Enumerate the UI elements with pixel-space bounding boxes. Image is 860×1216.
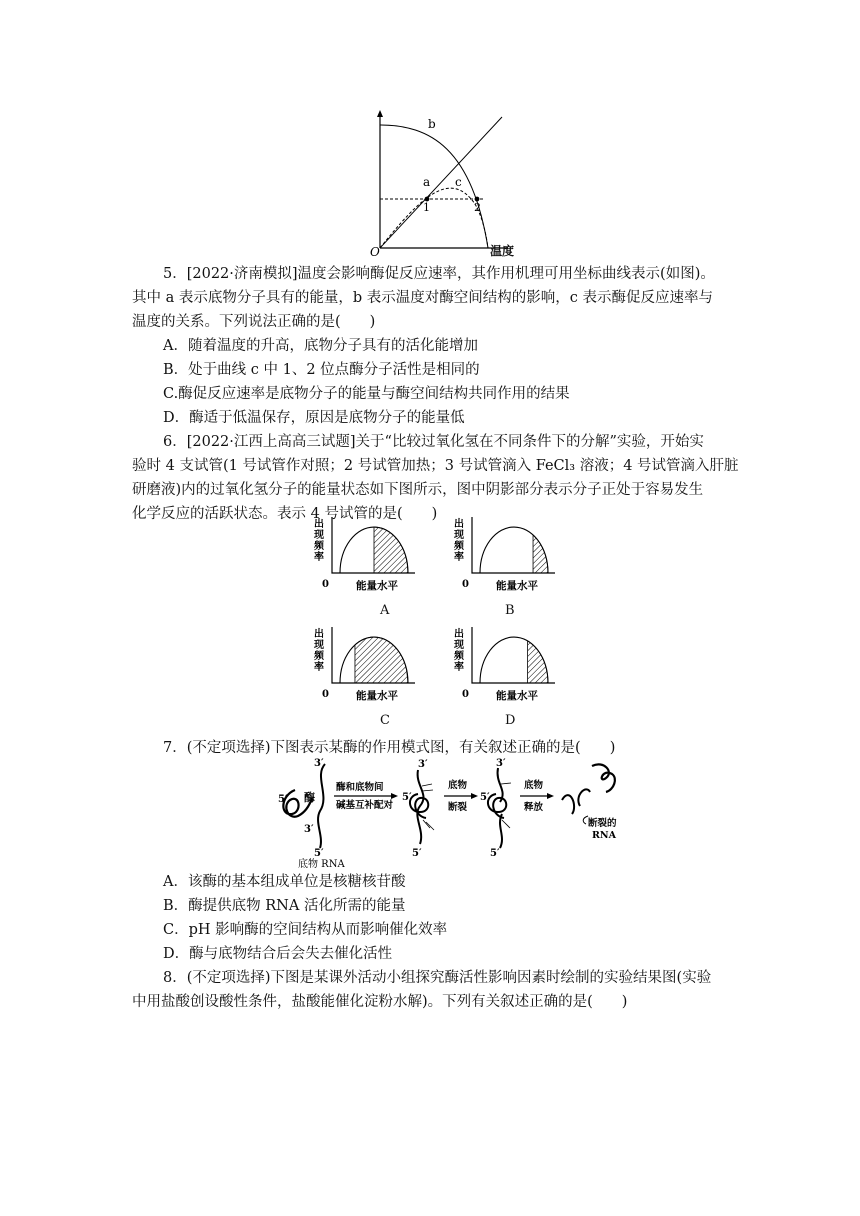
q6-line-1: 6．[2022·江西上高高三试题]关于“比较过氧化氢在不同条件下的分解”实验，开始实 bbox=[163, 434, 704, 450]
substrate-label: 底物 RNA bbox=[298, 859, 345, 868]
label-point-2: 2 bbox=[474, 201, 481, 214]
q7-option-c: C．pH 影响酶的空间结构从而影响催化效率 bbox=[163, 922, 448, 938]
energy-graph-d bbox=[453, 627, 555, 702]
active-molecule-shading bbox=[533, 535, 548, 573]
graph-ylabel-char: 频 bbox=[454, 541, 464, 552]
q5-line-2: 其中 a 表示底物分子具有的能量，b 表示温度对酶空间结构的影响，c 表示酶促反应速率与 bbox=[132, 290, 713, 306]
complex2-3prime: 3′ bbox=[496, 758, 506, 769]
complex2-5prime-a: 5′ bbox=[480, 792, 490, 803]
q7-option-a: A．该酶的基本组成单位是核糖核苷酸 bbox=[163, 874, 406, 890]
origin-label: O bbox=[370, 245, 380, 258]
graph-xlabel: 能量水平 bbox=[356, 690, 398, 702]
step2-line2: 断裂 bbox=[448, 802, 468, 813]
graph-origin: 0 bbox=[462, 579, 469, 590]
line-a bbox=[380, 117, 502, 248]
step1-line1: 酶和底物间 bbox=[336, 782, 384, 793]
graph-ylabel-char: 率 bbox=[454, 552, 464, 563]
graph-ylabel-char: 出 bbox=[314, 629, 324, 640]
q5-line-1: 5．[2022·济南模拟]温度会影响酶促反应速率，其作用机理可用坐标曲线表示(如图)。 bbox=[163, 266, 715, 282]
graph-ylabel-char: 现 bbox=[454, 640, 464, 651]
active-molecule-shading bbox=[355, 637, 408, 683]
energy-distribution-graphs bbox=[300, 515, 580, 730]
complex2-5prime-b: 5′ bbox=[490, 848, 500, 859]
product-line2: RNA bbox=[592, 830, 616, 841]
q5-option-d: D．酶适于低温保存，原因是底物分子的能量低 bbox=[163, 410, 465, 426]
graph-origin: 0 bbox=[462, 689, 469, 700]
energy-graph-a bbox=[313, 517, 415, 592]
graph-xlabel: 能量水平 bbox=[356, 580, 398, 592]
complex1-5prime-b: 5′ bbox=[412, 848, 422, 859]
step1-line2: 碱基互补配对 bbox=[336, 800, 394, 811]
graph-ylabel-char: 率 bbox=[454, 662, 464, 673]
label-b: b bbox=[428, 117, 436, 131]
step3-line2: 释放 bbox=[524, 802, 544, 813]
curve-b bbox=[380, 125, 488, 248]
q7-option-b: B．酶提供底物 RNA 活化所需的能量 bbox=[163, 898, 406, 914]
label-a: a bbox=[423, 175, 431, 189]
graph-ylabel-char: 频 bbox=[314, 541, 324, 552]
graph-caption-b: B bbox=[505, 603, 515, 618]
label-c: c bbox=[455, 175, 462, 189]
graph-ylabel-char: 出 bbox=[454, 629, 464, 640]
graph-caption-a: A bbox=[380, 603, 390, 618]
enzyme-5prime: 5′ bbox=[278, 794, 288, 805]
q8-line-2: 中用盐酸创设酸性条件，盐酸能催化淀粉水解)。下列有关叙述正确的是( ) bbox=[132, 994, 628, 1010]
graph-xlabel: 能量水平 bbox=[496, 690, 538, 702]
step3-line1: 底物 bbox=[524, 780, 544, 791]
enzyme-3prime: 3′ bbox=[304, 824, 314, 835]
graph-ylabel-char: 现 bbox=[454, 530, 464, 541]
graph-ylabel-char: 现 bbox=[314, 530, 324, 541]
substrate-3prime: 3′ bbox=[314, 758, 324, 769]
active-molecule-shading bbox=[528, 641, 548, 683]
graph-ylabel-char: 频 bbox=[314, 651, 324, 662]
curve-c bbox=[380, 188, 488, 248]
graph-origin: 0 bbox=[322, 689, 329, 700]
step2-line1: 底物 bbox=[448, 780, 468, 791]
graph-ylabel-char: 出 bbox=[314, 519, 324, 530]
complex1-3prime: 3′ bbox=[418, 759, 428, 770]
q6-line-2: 验时 4 支试管(1 号试管作对照；2 号试管加热；3 号试管滴入 FeCl₃ 溶液；4 号试管滴入肝脏 bbox=[132, 458, 739, 474]
complex1-5prime-a: 5′ bbox=[402, 792, 412, 803]
q6-line-3: 研磨液)内的过氧化氢分子的能量状态如下图所示，图中阴影部分表示分子正处于容易发生 bbox=[132, 482, 704, 498]
q5-option-b: B．处于曲线 c 中 1、2 位点酶分子活性是相同的 bbox=[163, 362, 480, 378]
enzyme-mode-diagram bbox=[270, 756, 630, 868]
q5-line-3: 温度的关系。下列说法正确的是( ) bbox=[132, 314, 376, 330]
graph-ylabel-char: 频 bbox=[454, 651, 464, 662]
energy-graph-b bbox=[453, 517, 555, 592]
graph-caption-d: D bbox=[505, 713, 516, 728]
product-line1: 断裂的 bbox=[588, 818, 617, 829]
q8-line-1: 8．(不定项选择)下图是某课外活动小组探究酶活性影响因素时绘制的实验结果图(实验 bbox=[163, 970, 712, 986]
graph-ylabel-char: 现 bbox=[314, 640, 324, 651]
graph-origin: 0 bbox=[322, 579, 329, 590]
q7-option-d: D．酶与底物结合后会失去催化活性 bbox=[163, 946, 393, 962]
q6-line-4: 化学反应的活跃状态。表示 4 号试管的是( ) bbox=[132, 506, 438, 522]
label-point-1: 1 bbox=[423, 201, 430, 214]
q5-option-c: C.酶促反应速率是底物分子的能量与酶空间结构共同作用的结果 bbox=[163, 386, 570, 402]
graph-ylabel-char: 率 bbox=[314, 552, 324, 563]
graph-caption-c: C bbox=[380, 713, 390, 728]
active-molecule-shading bbox=[374, 527, 408, 573]
q5-option-a: A．随着温度的升高，底物分子具有的活化能增加 bbox=[163, 338, 478, 354]
graph-ylabel-char: 率 bbox=[314, 662, 324, 673]
graph-ylabel-char: 出 bbox=[454, 519, 464, 530]
q7-line: 7．(不定项选择)下图表示某酶的作用模式图，有关叙述正确的是( ) bbox=[163, 740, 616, 756]
substrate-5prime: 5′ bbox=[314, 848, 324, 859]
fig1-xlabel: 温度 bbox=[490, 244, 515, 258]
enzyme-label: 酶 bbox=[304, 791, 315, 804]
substrate-rna bbox=[318, 764, 325, 848]
temperature-curve-figure bbox=[360, 108, 510, 258]
energy-graph-c bbox=[313, 627, 415, 702]
graph-xlabel: 能量水平 bbox=[496, 580, 538, 592]
